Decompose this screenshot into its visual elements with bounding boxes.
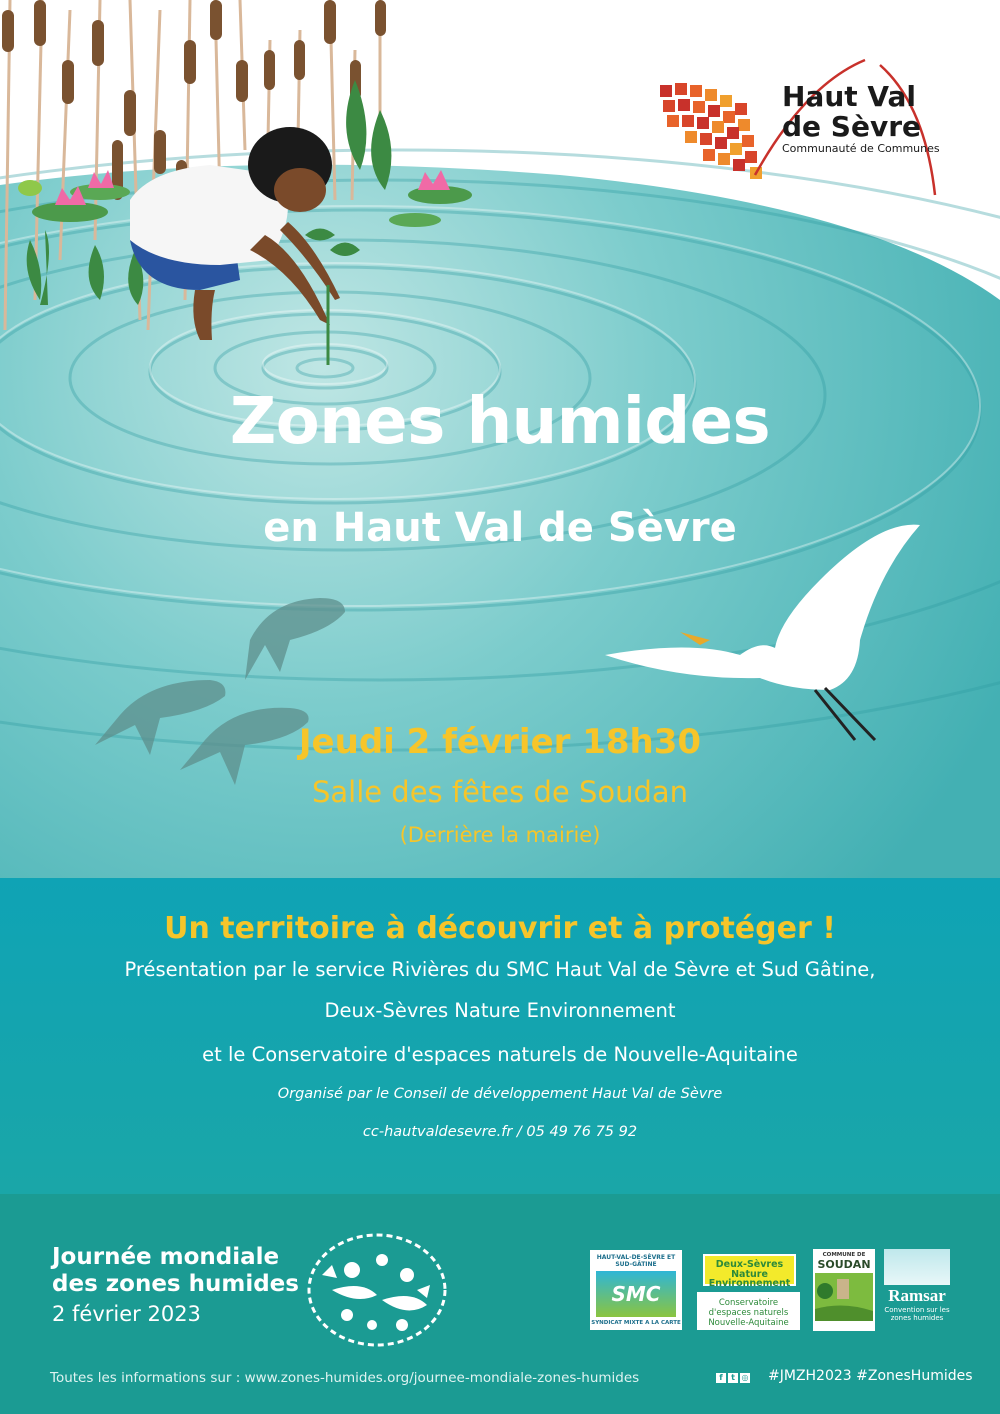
instagram-icon[interactable]: ◎ [741,1373,749,1382]
hvs-logo-subtitle: Communauté de Communes [782,142,940,155]
info-band [0,878,1000,1194]
smc-logo-bottom: SYNDICAT MIXTE A LA CARTE [591,1320,681,1326]
social-icons [716,1370,752,1383]
contact-info[interactable]: cc-hautvaldesevre.fr / 05 49 76 75 92 [362,1124,638,1140]
cen-logo: Conservatoire d'espaces naturels Nouvelle-Aquitaine [697,1292,800,1330]
frog [18,180,42,196]
twitter-icon[interactable]: t [728,1373,738,1383]
hvs-logo-line1: Haut Val [782,80,917,113]
smc-logo [590,1250,682,1330]
poster-title: Zones humides [229,385,771,459]
event-date-time: Jeudi 2 février 18h30 [298,722,702,762]
soudan-landscape-icon [813,1271,875,1323]
event-name-line1: Journée mondiale [52,1244,280,1270]
presentation-line-1: Présentation par le service Rivières du SMC Haut Val de Sèvre et Sud Gâtine, [124,958,876,981]
facebook-icon[interactable]: f [716,1373,726,1383]
dsne-logo: Deux-Sèvres Nature Environnement [703,1254,796,1286]
event-name-line2: des zones humides [52,1271,299,1297]
presentation-line-3: et le Conservatoire d'espaces naturels de Nouvelle-Aquitaine [202,1043,798,1066]
venue-note: (Derrière la mairie) [399,823,601,847]
soudan-logo-name: SOUDAN [817,1258,871,1271]
soudan-logo-top: COMMUNE DE [822,1252,866,1258]
ramsar-name: Ramsar [888,1286,946,1305]
ramsar-wave-icon [884,1249,950,1285]
info-website-line[interactable]: Toutes les informations sur : www.zones-humides.org/journee-mondiale-zones-humides [50,1370,640,1386]
red-grid-emblem [660,83,762,179]
event-venue: Salle des fêtes de Soudan [311,775,689,809]
wetlands-globe-icon [302,1230,452,1350]
hashtags: #JMZH2023 #ZonesHumides [768,1368,973,1384]
presentation-line-2: Deux-Sèvres Nature Environnement [324,999,676,1022]
ramsar-subtitle: Convention sur les zones humides [884,1306,950,1322]
poster-subtitle: en Haut Val de Sèvre [263,505,737,551]
smc-logo-top: HAUT-VAL-DE-SÈVRE ET SUD-GÂTINE [596,1254,676,1268]
organizer-note: Organisé par le Conseil de développement Haut Val de Sèvre [277,1086,723,1102]
tagline: Un territoire à découvrir et à protéger ! [164,911,836,946]
ramsar-logo [884,1249,950,1331]
world-wetlands-day-block [52,1244,299,1331]
event-day-date: 2 février 2023 [52,1302,201,1326]
footer-band [0,1194,1000,1414]
smc-logo-name: SMC [596,1271,676,1317]
hvs-logo-line2: de Sèvre [782,110,921,143]
soudan-logo [813,1249,875,1331]
